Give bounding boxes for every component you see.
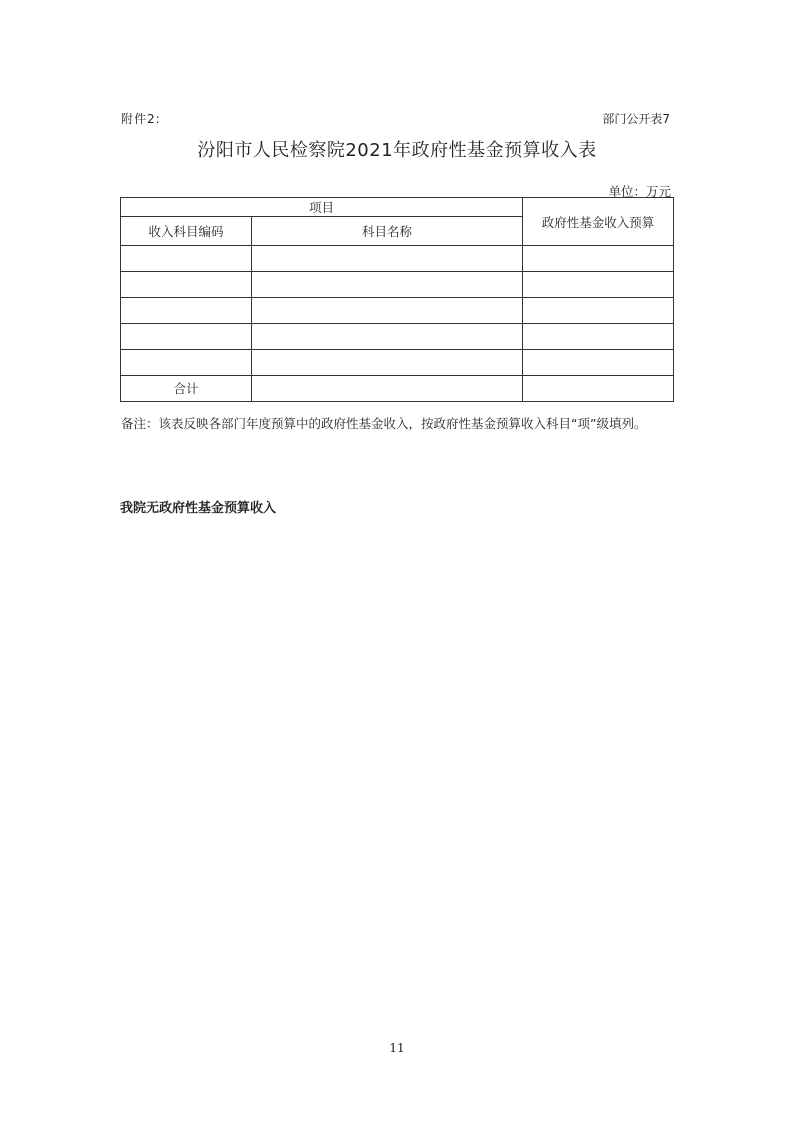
cell-name: [252, 350, 523, 376]
table-note: 备注：该表反映各部门年度预算中的政府性基金收入，按政府性基金预算收入科目“项”级填列。: [121, 416, 647, 431]
page-number: 11: [389, 1041, 405, 1055]
budget-table: [120, 197, 674, 402]
cell-budget: [523, 298, 674, 324]
total-row: [121, 376, 674, 402]
cell-code: [121, 246, 252, 272]
cell-code: [121, 324, 252, 350]
total-label-cell: [121, 376, 252, 402]
total-budget-cell: [523, 376, 674, 402]
form-number: 部门公开表7: [602, 112, 670, 126]
header-name: 科目名称: [252, 217, 523, 246]
cell-name: [252, 272, 523, 298]
total-label: 合计: [173, 381, 199, 396]
group-header-item: 项目: [121, 198, 523, 217]
cell-budget: [523, 350, 674, 376]
total-name-cell: [252, 376, 523, 402]
no-income-statement: 我院无政府性基金预算收入: [120, 501, 277, 516]
unit-label: 单位：万元: [608, 184, 671, 199]
cell-code: [121, 272, 252, 298]
table-row: [121, 246, 674, 272]
table-row: [121, 350, 674, 376]
header-code: 收入科目编码: [121, 217, 252, 246]
table-row: [121, 272, 674, 298]
cell-budget: [523, 272, 674, 298]
cell-code: [121, 298, 252, 324]
cell-code: [121, 350, 252, 376]
table-row: [121, 324, 674, 350]
cell-budget: [523, 246, 674, 272]
cell-name: [252, 246, 523, 272]
attachment-label: 附件2:: [121, 112, 161, 126]
table-row: [121, 298, 674, 324]
header-budget: 政府性基金收入预算: [523, 198, 674, 246]
cell-name: [252, 298, 523, 324]
cell-budget: [523, 324, 674, 350]
cell-name: [252, 324, 523, 350]
document-title: 汾阳市人民检察院2021年政府性基金预算收入表: [197, 140, 597, 161]
